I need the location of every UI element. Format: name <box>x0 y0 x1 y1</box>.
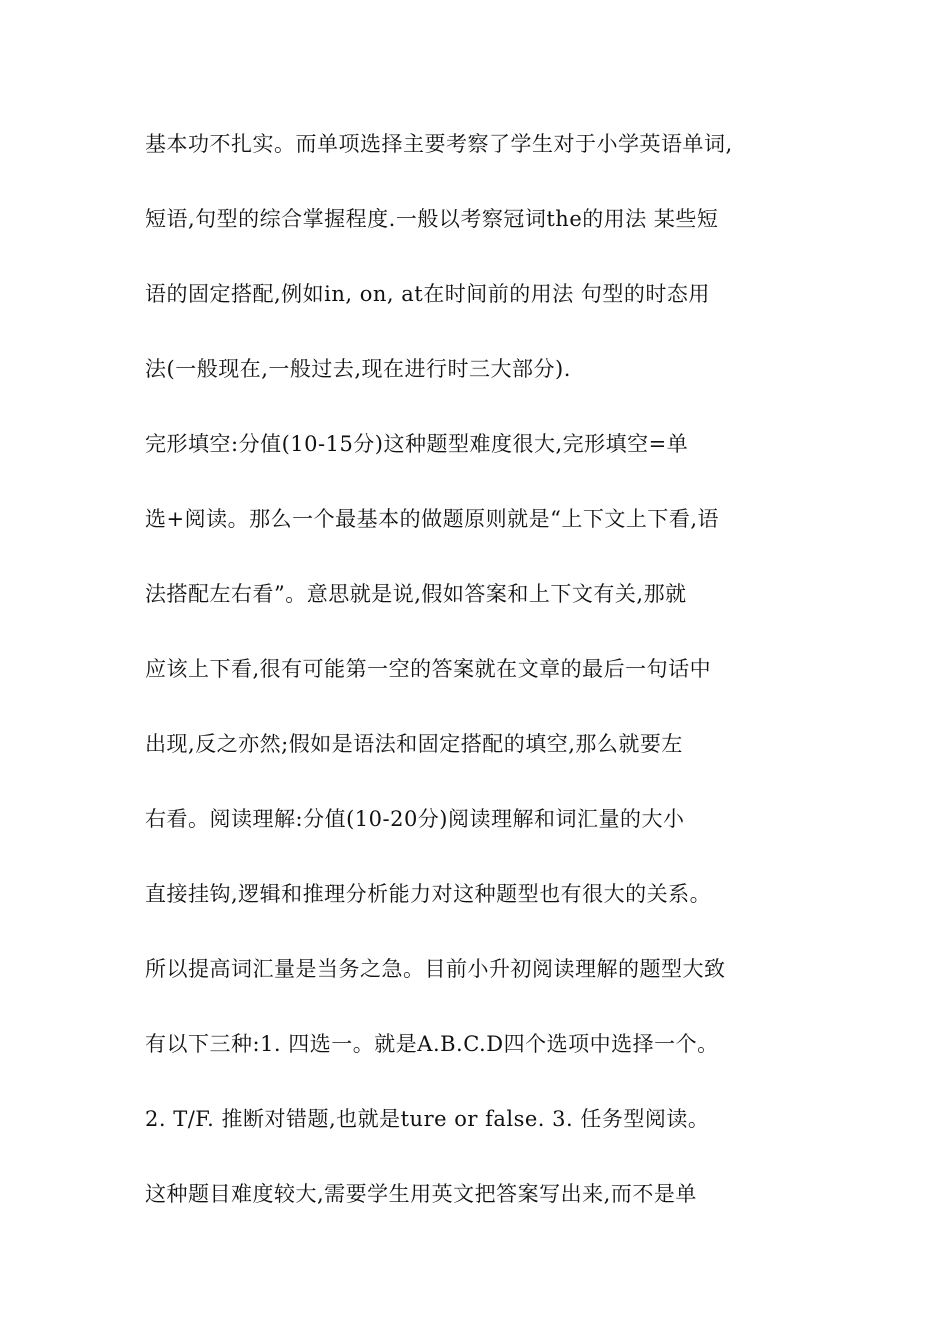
text-line: 法搭配左右看”。意思就是说,假如答案和上下文有关,那就 <box>145 582 687 606</box>
text-line: 这种题目难度较大,需要学生用英文把答案写出来,而不是单 <box>145 1182 697 1206</box>
text-line: 完形填空:分值(10-15分)这种题型难度很大,完形填空=单 <box>145 432 689 456</box>
text-line: 出现,反之亦然;假如是语法和固定搭配的填空,那么就要左 <box>145 732 683 756</box>
text-line: 基本功不扎实。而单项选择主要考察了学生对于小学英语单词, <box>145 132 733 156</box>
text-line: 2. T/F. 推断对错题,也就是ture or false. 3. 任务型阅读。 <box>145 1107 710 1131</box>
body-text <box>145 128 815 1253</box>
text-line: 直接挂钩,逻辑和推理分析能力对这种题型也有很大的关系。 <box>145 882 712 906</box>
text-line: 所以提高词汇量是当务之急。目前小升初阅读理解的题型大致 <box>145 957 726 981</box>
text-line: 法(一般现在,一般过去,现在进行时三大部分). <box>145 357 571 381</box>
text-line: 语的固定搭配,例如in, on, at在时间前的用法 句型的时态用 <box>145 282 710 306</box>
text-line: 右看。阅读理解:分值(10-20分)阅读理解和词汇量的大小 <box>145 807 685 831</box>
text-line: 应该上下看,很有可能第一空的答案就在文章的最后一句话中 <box>145 657 712 681</box>
text-line: 有以下三种:1. 四选一。就是A.B.C.D四个选项中选择一个。 <box>145 1032 719 1056</box>
text-line: 短语,句型的综合掌握程度.一般以考察冠词the的用法 某些短 <box>145 207 719 231</box>
text-line: 选+阅读。那么一个最基本的做题原则就是“上下文上下看,语 <box>145 507 720 531</box>
